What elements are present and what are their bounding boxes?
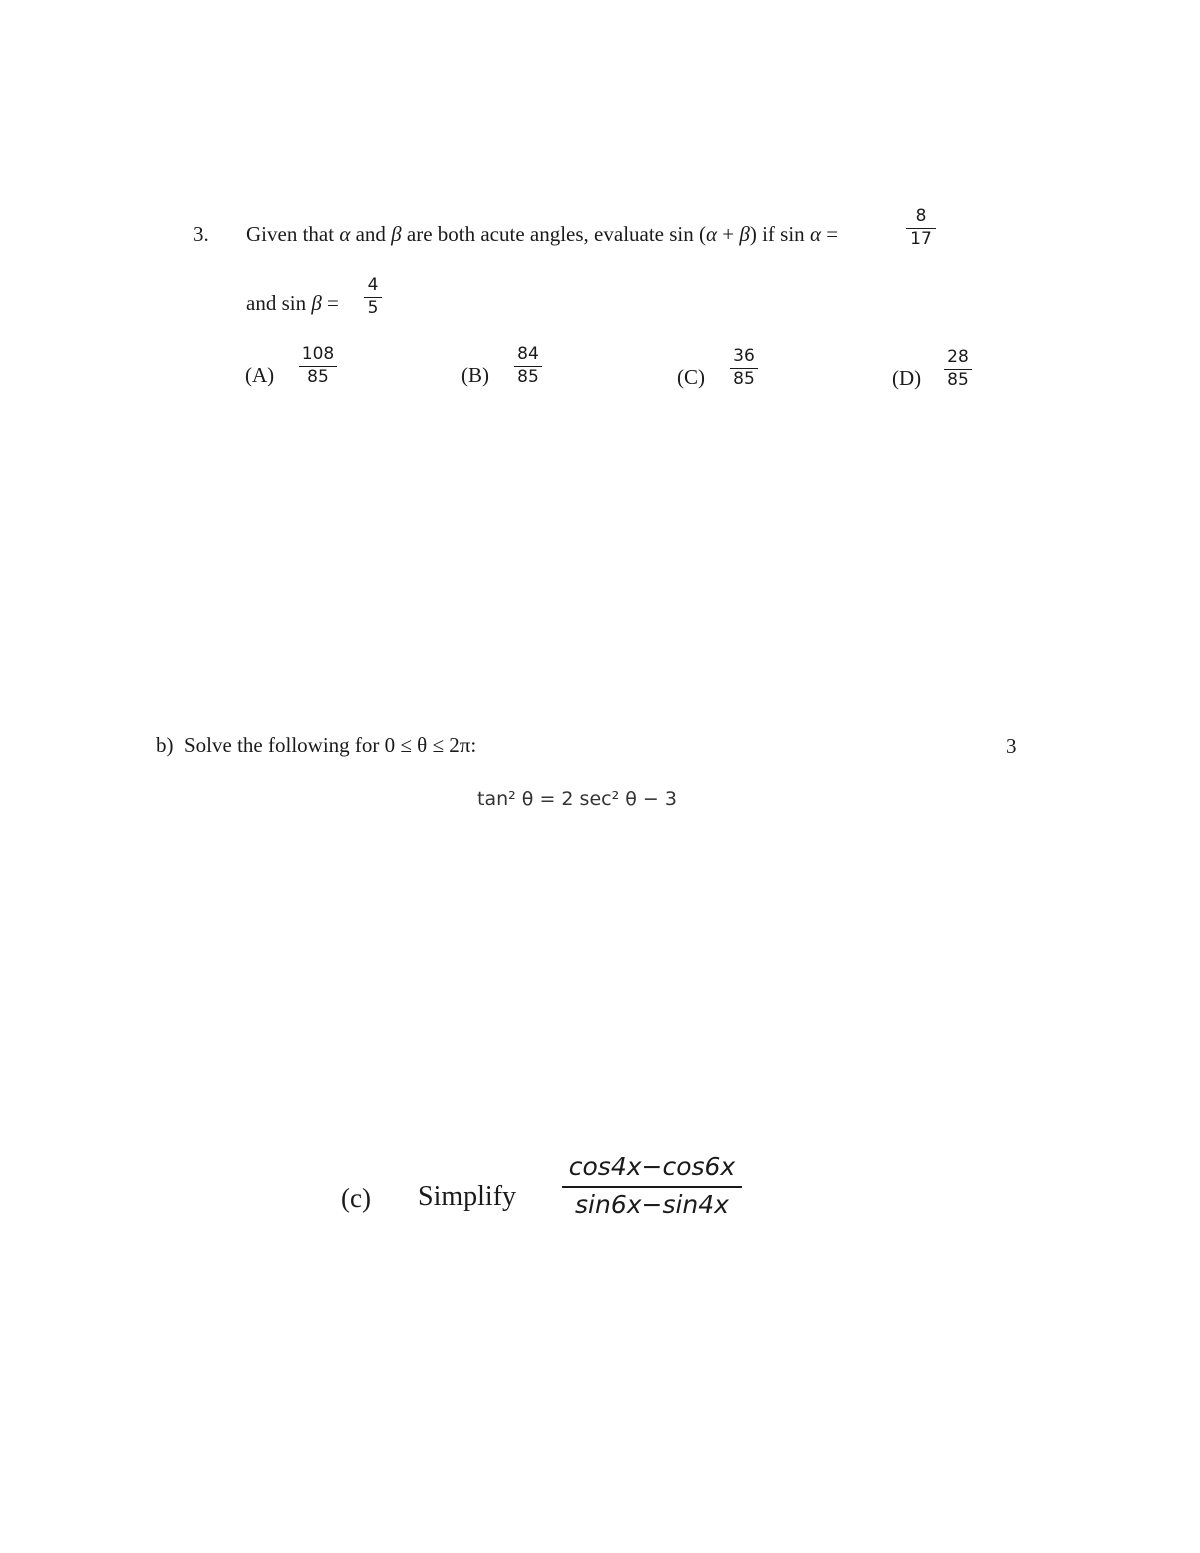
part-b-marks: 3 — [1006, 734, 1017, 758]
part-b-equation: tan² θ = 2 sec² θ − 3 — [477, 788, 677, 810]
stem-and: and — [350, 222, 392, 246]
stem-intro: Given that — [246, 222, 340, 246]
choice-d-denominator: 85 — [947, 369, 969, 390]
simplify-denominator: sin6x−sin4x — [575, 1190, 729, 1220]
alpha-symbol: α — [706, 222, 718, 246]
line2-prefix: and sin — [246, 291, 312, 315]
choice-c-numerator: 36 — [733, 346, 755, 366]
fraction-bar — [562, 1186, 742, 1188]
stem-plus: + — [717, 222, 740, 246]
sin-beta-numerator: 4 — [367, 275, 379, 295]
sin-alpha-numerator: 8 — [915, 206, 927, 226]
question-number: 3. — [193, 222, 209, 246]
part-b-heading — [156, 733, 476, 758]
choice-a-fraction — [299, 346, 337, 387]
sin-beta-denominator: 5 — [367, 297, 379, 318]
sin-alpha-fraction — [906, 208, 936, 249]
sin-beta-fraction — [364, 277, 382, 318]
line2-equals: = — [321, 291, 339, 315]
choice-c-label: (C) — [677, 365, 705, 389]
question-stem-line2 — [246, 291, 339, 316]
choice-a-numerator: 108 — [301, 344, 335, 364]
choice-b-fraction — [514, 346, 542, 387]
choice-b-numerator: 84 — [517, 344, 539, 364]
part-c-label: (c) — [341, 1183, 371, 1213]
question-stem-line1 — [246, 222, 838, 247]
beta-symbol: β — [311, 291, 322, 315]
choice-b-denominator: 85 — [517, 366, 539, 387]
alpha-symbol: α — [809, 222, 821, 246]
simplify-numerator: cos4x−cos6x — [568, 1152, 736, 1181]
stem-equals: = — [820, 222, 839, 246]
choice-d-fraction — [944, 349, 972, 390]
alpha-symbol: α — [339, 222, 351, 246]
choice-d-numerator: 28 — [947, 347, 969, 367]
choice-a-denominator: 85 — [307, 366, 329, 387]
part-b-label: b) — [156, 733, 174, 757]
beta-symbol: β — [739, 222, 750, 246]
part-c-instruction: Simplify — [418, 1181, 517, 1212]
beta-symbol: β — [391, 222, 402, 246]
stem-middle: are both acute angles, evaluate sin ( — [401, 222, 707, 246]
choice-c-fraction — [730, 348, 758, 389]
choice-a-label: (A) — [245, 363, 275, 387]
simplify-fraction — [562, 1154, 742, 1219]
sin-alpha-denominator: 17 — [910, 228, 932, 249]
part-b-instruction: Solve the following for 0 ≤ θ ≤ 2π: — [184, 733, 477, 757]
choice-b-label: (B) — [461, 363, 489, 387]
choice-d-label: (D) — [892, 366, 922, 390]
stem-after: ) if sin — [749, 222, 810, 246]
choice-c-denominator: 85 — [733, 368, 755, 389]
